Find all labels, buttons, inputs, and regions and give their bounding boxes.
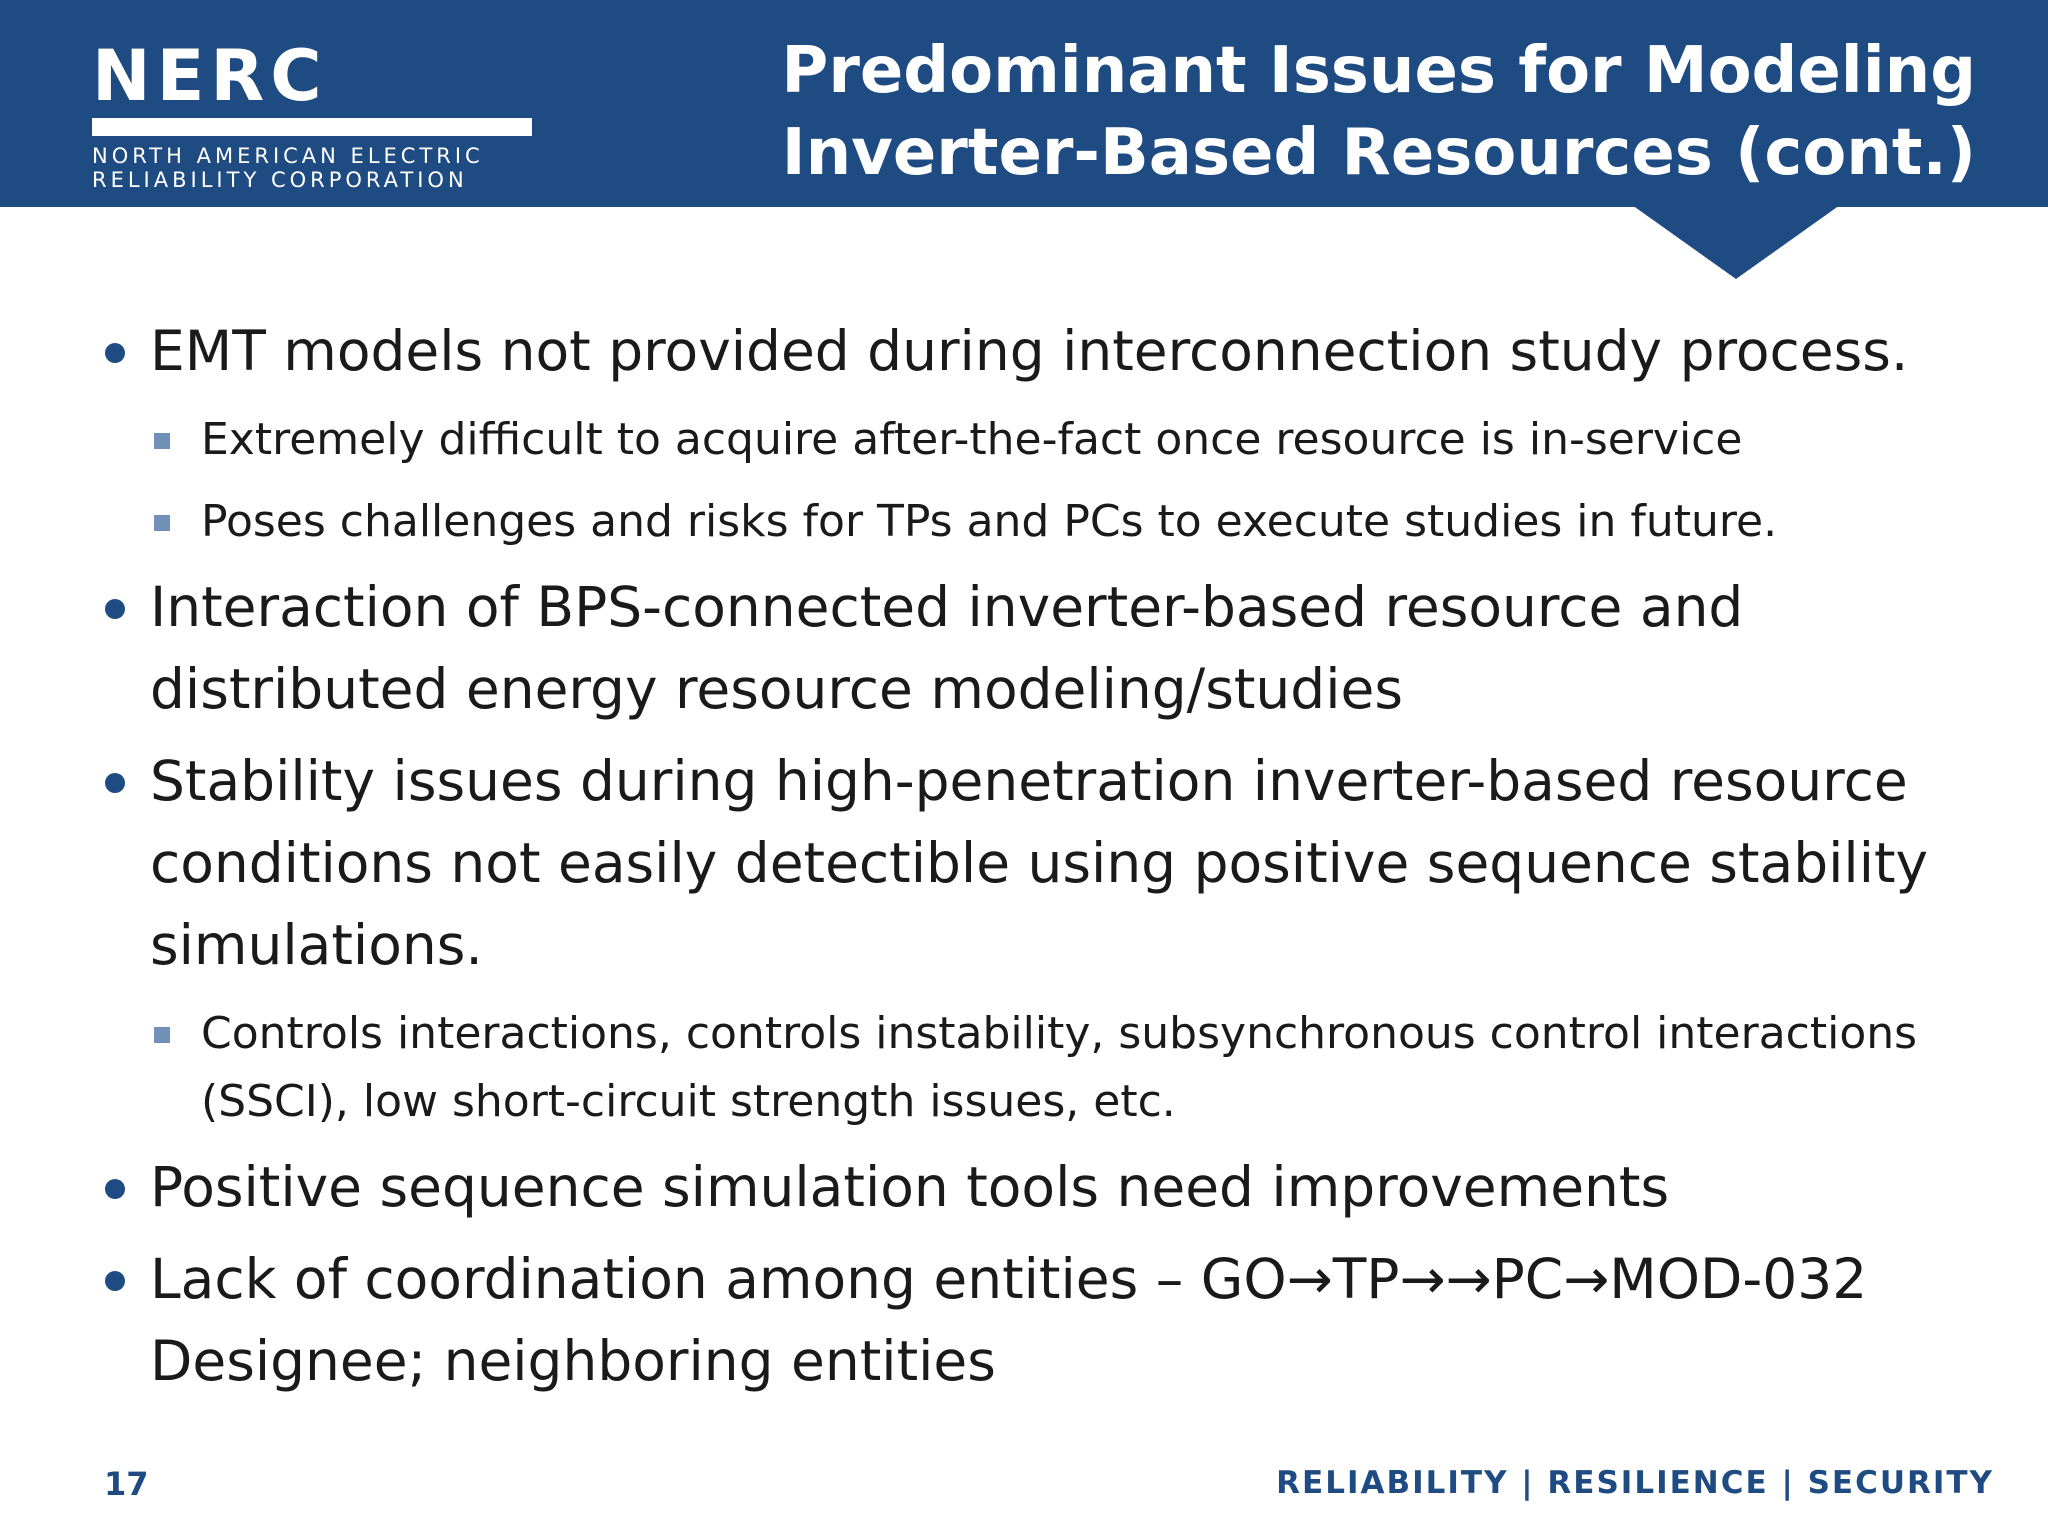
bullet-item	[100, 1238, 1980, 1402]
sub-bullet-item	[100, 488, 1980, 556]
logo-subtitle-line-1: NORTH AMERICAN ELECTRIC	[92, 144, 484, 168]
nerc-logo	[92, 35, 540, 192]
bullet-list	[100, 310, 1980, 1402]
slide-title-line-1: Predominant Issues for Modeling	[781, 34, 1976, 108]
bullet-dot-icon	[105, 599, 125, 619]
slide-title-line-2: Inverter-Based Resources (cont.)	[781, 116, 1976, 190]
bullet-item	[100, 740, 1980, 986]
bullet-item	[100, 566, 1980, 730]
sub-bullet-item	[100, 1000, 1980, 1136]
bullet-text: Stability issues during high-penetration inverter-based resource conditions not easily detectible using positive sequence stability simulations.	[150, 749, 1929, 977]
logo-wordmark: NERC	[92, 35, 328, 117]
footer-tagline: RELIABILITY | RESILIENCE | SECURITY	[1276, 1465, 1994, 1501]
bullet-text: Interaction of BPS-connected inverter-based resource and distributed energy resource modeling/studies	[150, 575, 1744, 721]
bullet-item	[100, 310, 1980, 392]
bullet-dot-icon	[105, 1271, 125, 1291]
header-bar	[0, 0, 2048, 207]
sub-bullet-square-icon	[154, 433, 170, 449]
logo-subtitle-line-2: RELIABILITY CORPORATION	[92, 168, 468, 192]
bullet-dot-icon	[105, 1179, 125, 1199]
bullet-item	[100, 1146, 1980, 1228]
slide-title	[776, 30, 1976, 194]
page-number: 17	[104, 1465, 149, 1503]
bullet-text: Positive sequence simulation tools need improvements	[150, 1155, 1670, 1219]
header-notch	[1632, 205, 1840, 279]
bullet-dot-icon	[105, 773, 125, 793]
sub-bullet-text: Poses challenges and risks for TPs and PCs to execute studies in future.	[201, 496, 1778, 547]
logo-rule	[92, 118, 532, 136]
sub-bullet-square-icon	[154, 1027, 170, 1043]
sub-bullet-square-icon	[154, 515, 170, 531]
sub-bullet-item	[100, 406, 1980, 474]
sub-bullet-text: Extremely difficult to acquire after-the-fact once resource is in-service	[201, 414, 1743, 465]
bullet-text: EMT models not provided during interconnection study process.	[150, 319, 1909, 383]
bullet-dot-icon	[105, 343, 125, 363]
bullet-text: Lack of coordination among entities – GO→TP→→PC→MOD-032 Designee; neighboring entities	[150, 1247, 1868, 1393]
sub-bullet-text: Controls interactions, controls instability, subsynchronous control interactions (SSCI), low short-circuit strength issues, etc.	[201, 1008, 1918, 1127]
